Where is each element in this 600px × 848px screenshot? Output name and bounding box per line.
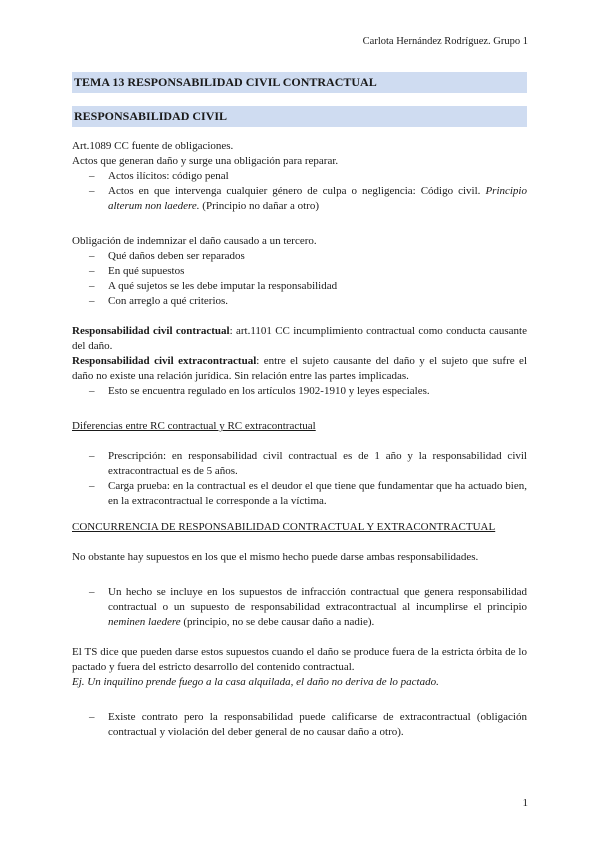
differences-list: [72, 449, 527, 509]
page-header-author: Carlota Hernández Rodríguez. Grupo 1: [362, 36, 528, 47]
intro-line-2: Actos que generan daño y surge una obligación para reparar.: [72, 155, 339, 167]
list-item: [72, 169, 527, 184]
list-item-text: Un hecho se incluye en los supuestos de infracción contractual que genera responsabilidad contractual o un supuesto de responsabilidad extracontractual al incumplirse el principio: [108, 586, 527, 613]
list-item: [72, 264, 527, 279]
list-item-text: Actos ilícitos: código penal: [108, 170, 229, 182]
intro-list: [72, 169, 527, 214]
list-item: [72, 479, 527, 509]
list-item-text: Qué daños deben ser reparados: [108, 250, 245, 262]
extracontractual-definition: [72, 354, 527, 384]
list-item: [72, 585, 527, 630]
intro-line-1: Art.1089 CC fuente de obligaciones.: [72, 140, 234, 152]
list-item-text: A qué sujetos se les debe imputar la responsabilidad: [108, 280, 338, 292]
dash-bullet: –: [89, 480, 95, 492]
indemnizar-list: [72, 249, 527, 309]
dash-bullet: –: [89, 280, 95, 292]
example-line: Ej. Un inquilino prende fuego a la casa alquilada, el daño no deriva de lo pactado.: [72, 676, 439, 688]
concurrence-heading: CONCURRENCIA DE RESPONSABILIDAD CONTRACTUAL Y EXTRACONTRACTUAL: [72, 521, 496, 533]
dash-bullet: –: [89, 185, 95, 197]
document-title: TEMA 13 RESPONSABILIDAD CIVIL CONTRACTUAL: [72, 72, 527, 93]
extracontractual-text: : entre el sujeto causante del daño y el sujeto que sufre el daño no existe una relación jurídica. Sin relación entre las partes implicadas.: [72, 355, 527, 382]
list-item-text: (principio, no se debe causar daño a nadie).: [180, 616, 375, 628]
list-item-text: Esto se encuentra regulado en los artículos 1902-1910 y leyes especiales.: [108, 385, 430, 397]
concurrence-list: [72, 585, 527, 630]
document-page: [72, 72, 527, 740]
section-title: RESPONSABILIDAD CIVIL: [72, 106, 527, 127]
final-list: [72, 710, 527, 740]
dash-bullet: –: [89, 586, 95, 598]
ts-paragraph: El TS dice que pueden darse estos supuestos cuando el daño se produce fuera de la estricta órbita de lo pactado y fuera del estricto desarrollo del contenido contractual.: [72, 646, 527, 673]
latin-principle: Principio alterum non laedere.: [108, 185, 527, 212]
concurrence-paragraph: No obstante hay supuestos en los que el mismo hecho puede darse ambas responsabilidades.: [72, 551, 479, 563]
page-number: 1: [522, 797, 528, 809]
list-item-text: Prescripción: en responsabilidad civil contractual es de 1 año y la responsabilidad civil extracontractual es de 5 años.: [108, 450, 527, 477]
contractual-definition: [72, 324, 527, 354]
dash-bullet: –: [89, 711, 95, 723]
list-item-text: Con arreglo a qué criterios.: [108, 295, 229, 307]
dash-bullet: –: [89, 250, 95, 262]
list-item: [72, 294, 527, 309]
dash-bullet: –: [89, 295, 95, 307]
latin-principle: neminen laedere: [108, 616, 181, 628]
list-item-text: Existe contrato pero la responsabilidad puede calificarse de extracontractual (obligación contractual y violación del deber general de no causar daño a otro).: [108, 711, 527, 738]
list-item-text: Carga prueba: en la contractual es el deudor el que tiene que fundamentar que ha actuado bien, en la extracontractual le corresponde a la víctima.: [108, 480, 527, 507]
list-item: [72, 710, 527, 740]
list-item-text: (Principio no dañar a otro): [199, 200, 319, 212]
list-item: [72, 384, 527, 399]
dash-bullet: –: [89, 170, 95, 182]
list-item: [72, 279, 527, 294]
list-item: [72, 449, 527, 479]
extracontractual-term: Responsabilidad civil extracontractual: [72, 355, 257, 367]
list-item-text: En qué supuestos: [108, 265, 185, 277]
dash-bullet: –: [89, 450, 95, 462]
dash-bullet: –: [89, 385, 95, 397]
extracontractual-list: [72, 384, 527, 399]
list-item: [72, 249, 527, 264]
list-item-text: Actos en que intervenga cualquier género de culpa o negligencia: Código civil.: [108, 185, 486, 197]
differences-heading: Diferencias entre RC contractual y RC extracontractual: [72, 420, 316, 432]
list-item: [72, 184, 527, 214]
dash-bullet: –: [89, 265, 95, 277]
contractual-term: Responsabilidad civil contractual: [72, 325, 230, 337]
contractual-text: : art.1101 CC incumplimiento contractual como conducta causante del daño.: [72, 325, 527, 352]
indemnizar-line: Obligación de indemnizar el daño causado a un tercero.: [72, 235, 317, 247]
